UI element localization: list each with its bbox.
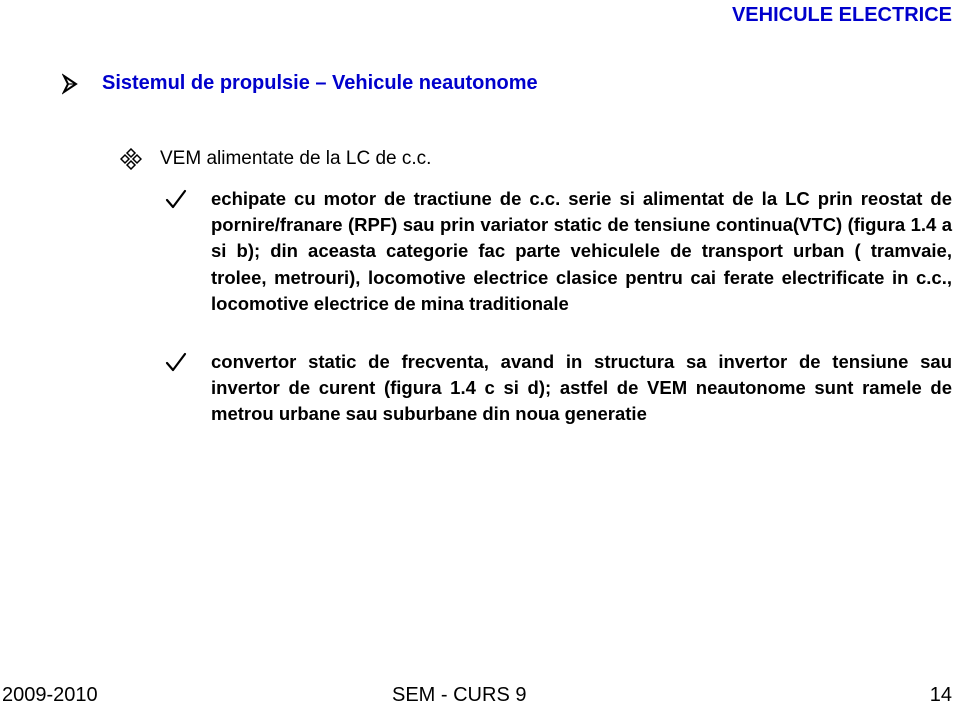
section-title: Sistemul de propulsie – Vehicule neautonome xyxy=(102,72,538,94)
list-item-text: echipate cu motor de tractiune de c.c. serie si alimentat de la LC prin reostat de pornire/franare (RPF) sau prin variator static de tensiune continua(VTC) (figura 1.4 a si b); din aceasta categorie fac parte vehiculele de transport urban ( tramvaie, trolee, metrouri), locomotive electrice clasice pentru cai ferate electrificate in c.c., locomotive electrice de mina traditionale xyxy=(211,188,952,314)
page-header-title: VEHICULE ELECTRICE xyxy=(731,4,952,26)
subsection-title: VEM alimentate de la LC de c.c. xyxy=(160,148,432,169)
footer-year: 2009-2010 xyxy=(2,684,98,706)
list-item xyxy=(165,186,955,317)
footer-page-number: 14 xyxy=(929,684,952,706)
list-item xyxy=(165,349,955,428)
section-heading xyxy=(62,72,538,95)
four-diamond-bullet-icon xyxy=(120,148,142,170)
checkmark-icon xyxy=(165,351,187,373)
footer-course: SEM - CURS 9 xyxy=(392,684,527,706)
list-item-text: convertor static de frecventa, avand in structura sa invertor de tensiune sau invertor de curent (figura 1.4 c si d); astfel de VEM neautonome sunt ramele de metrou urbane sau suburbane din noua generatie xyxy=(211,351,952,425)
arrow-bullet-icon xyxy=(62,73,96,95)
subsection-heading xyxy=(120,148,431,170)
checkmark-icon xyxy=(165,188,187,210)
